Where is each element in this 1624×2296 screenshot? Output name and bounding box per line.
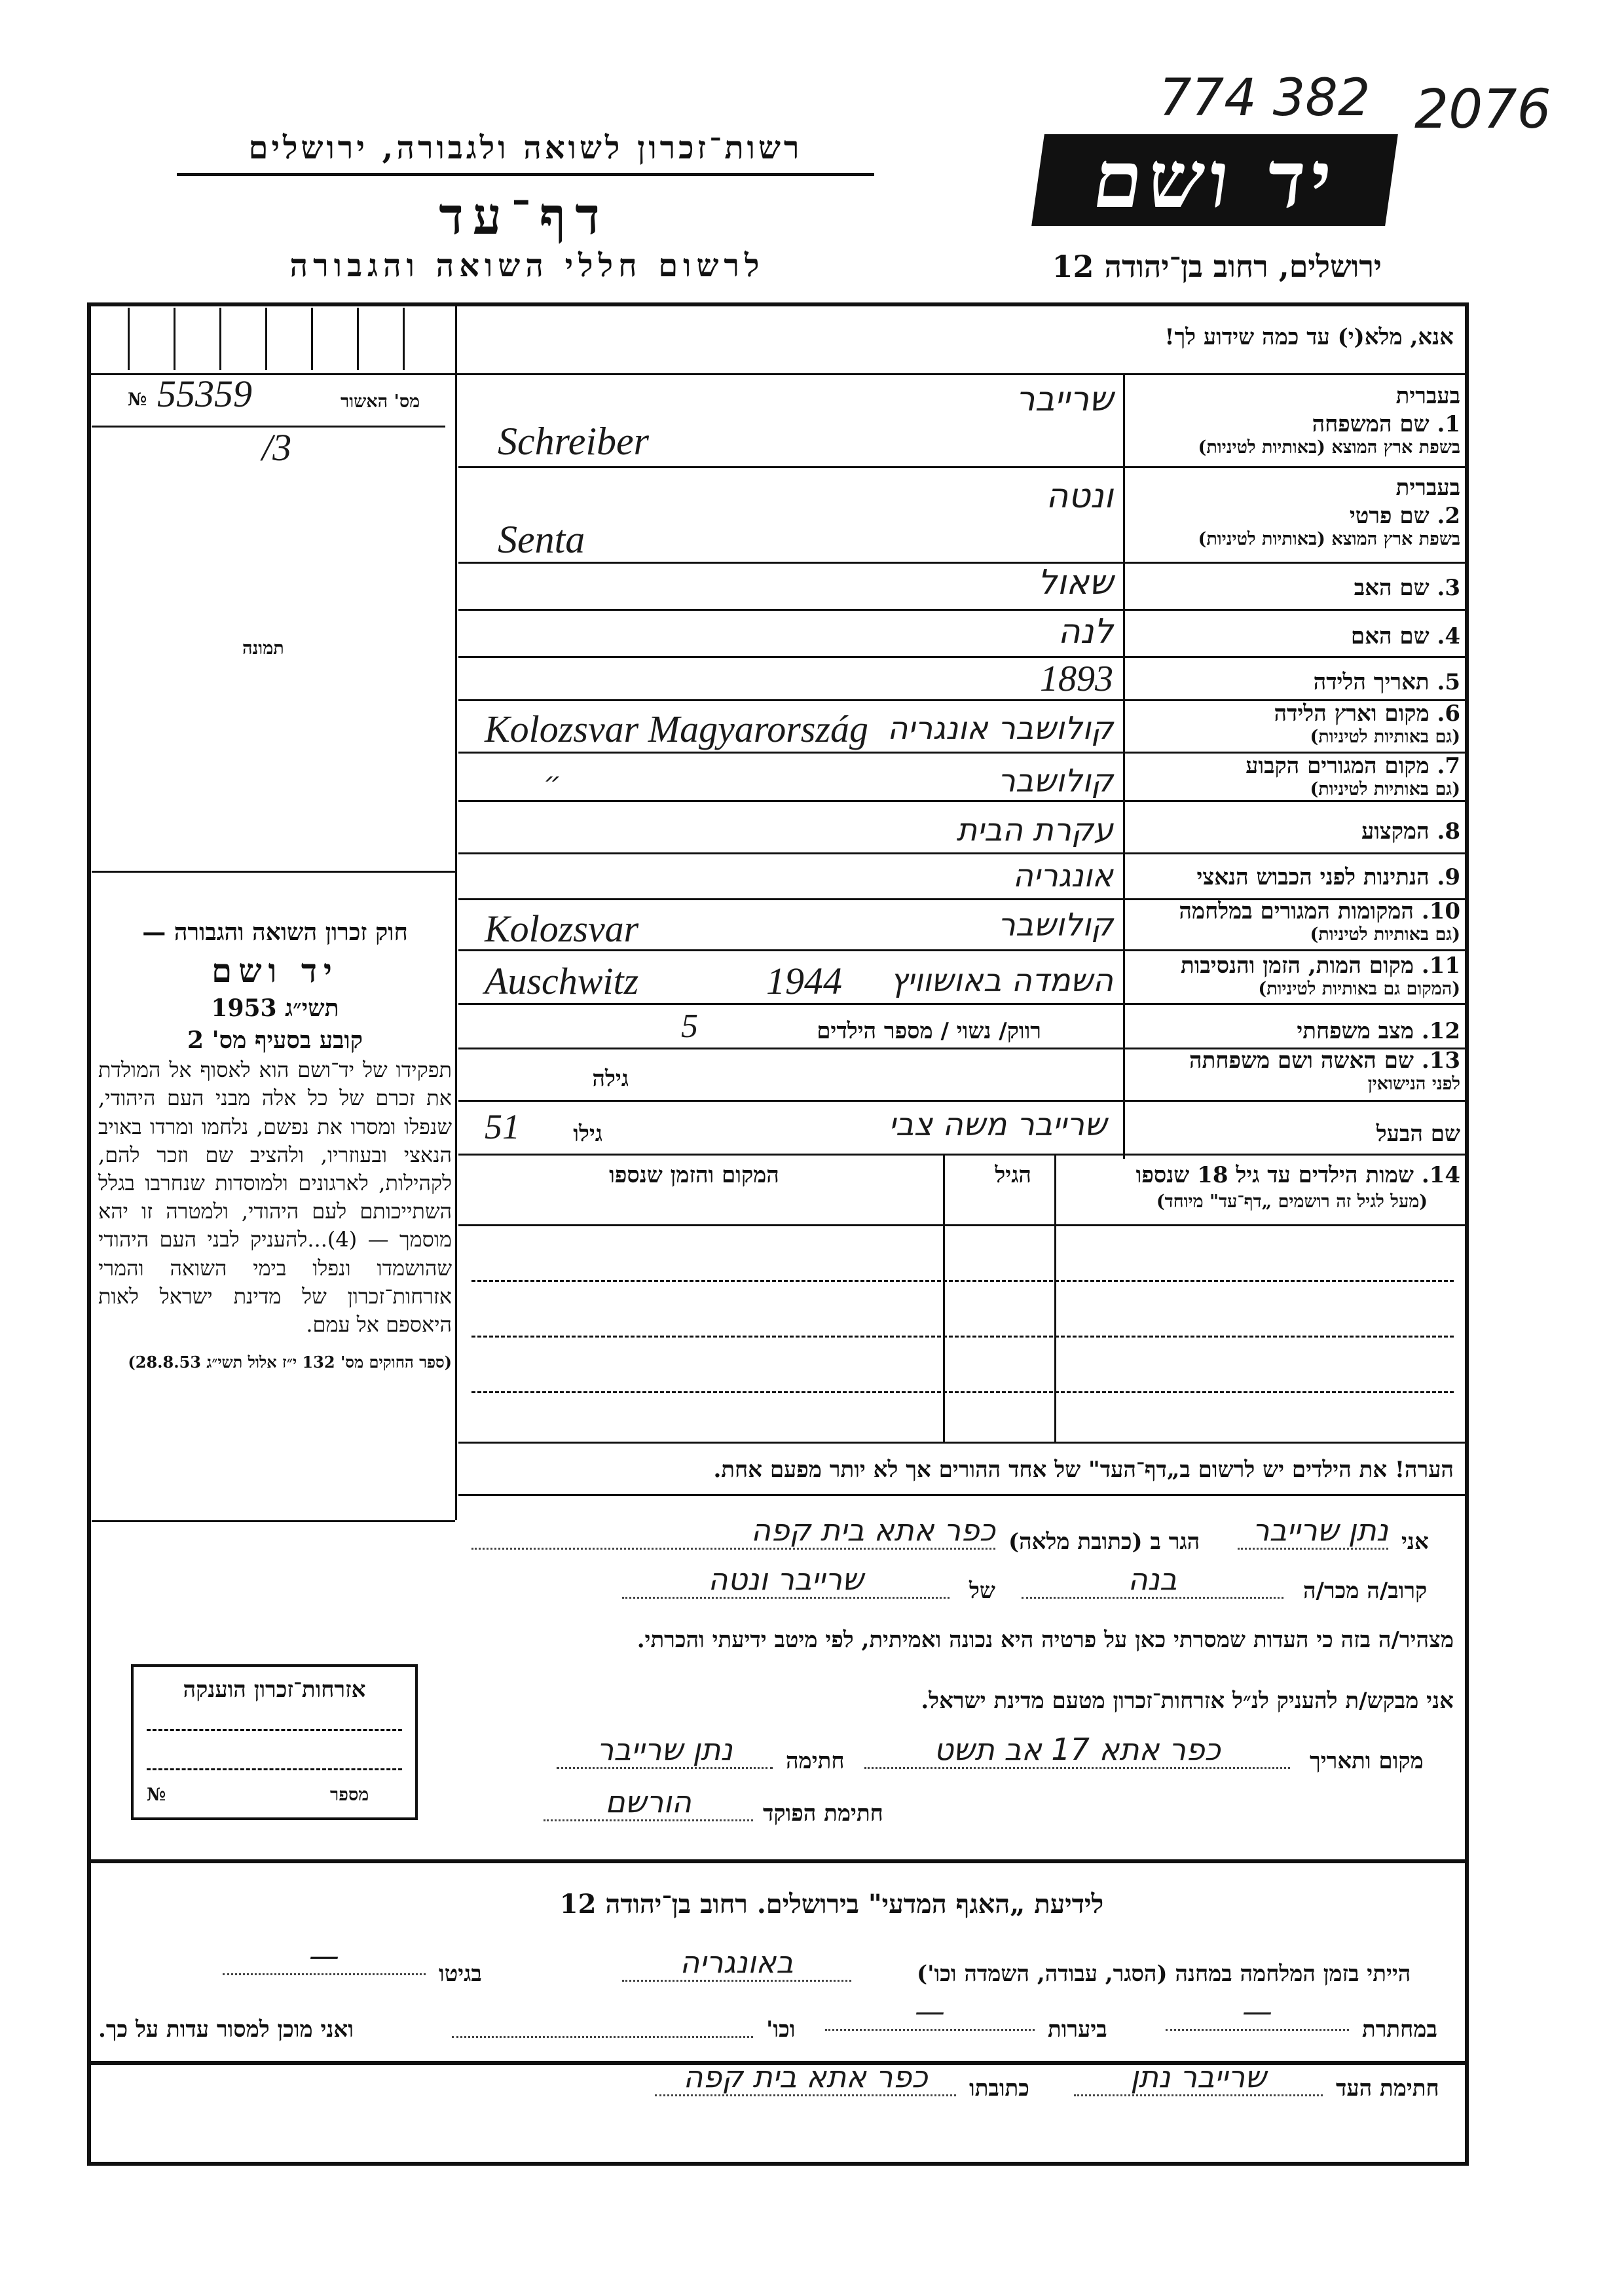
f14-note: (מעל לגיל זה רושמים „דף־עד" מיוחד) bbox=[1156, 1192, 1428, 1212]
f2-label: 2. שם פרטי bbox=[1349, 503, 1460, 529]
rule-line bbox=[92, 1520, 455, 1522]
f10-hebrew-value: קולושבר bbox=[997, 907, 1113, 943]
intro-instruction: אנא, מלא(י) עד כמה שידוע לך! bbox=[1164, 324, 1454, 350]
f7-note: (גם באותיות לטיניות) bbox=[1310, 779, 1460, 799]
info-line1-value: באונגריה bbox=[622, 1944, 851, 1982]
info-ghetto-label: בגיטו bbox=[439, 1961, 482, 1987]
f10-latin-value: Kolozsvar bbox=[485, 907, 639, 950]
officer-label: חתימת הפוקד bbox=[763, 1800, 883, 1827]
law-text: תפקידו של יד־ושם הוא לאסוף אל המולדת את זכרם של כל אלה מבני העם היהודי, שנפלו ומסרו את נפשם, נלחמו ומרדו באויב הנאצי ובעוזריו, ולהציב שם וזכר להם, לקהילות, לארגונים ולמוסדות שנחרבו בגלל השתייכותם לעם היהודי, ולמטרה זו יהא מוסמך — (4)...להעניק לבני העם היהודי שהושמדו ונפלו בימי השואה והמרי אזרחות־זכרון של מדינת ישראל לאות היאספם אל עמם. bbox=[98, 1057, 452, 1337]
info-underground-label: במחתרת bbox=[1362, 2016, 1437, 2043]
table-divider bbox=[943, 1154, 945, 1442]
f4-value: לנה bbox=[1058, 612, 1113, 651]
f13b-age-value: 51 bbox=[485, 1107, 520, 1146]
f11-label: 11. מקום המות, הזמן והנסיבות bbox=[1180, 953, 1460, 979]
declaration-statement: מצהיר/ה בזה כי העדות שמסרתי כאן על פרטיה היא נכונה ואמיתית, לפי מיטב ידיעתי והכרתי. bbox=[637, 1627, 1454, 1653]
f12-children-value: 5 bbox=[681, 1008, 698, 1045]
f1-latin-note: בשפת ארץ המוצא (באותיות לטיניות) bbox=[1198, 437, 1460, 458]
approval-no-sign: № bbox=[128, 390, 147, 410]
header-address: ירושלים, רחוב בן־יהודה 12 bbox=[1052, 249, 1382, 284]
authority-name: רשות־זכרון לשואה ולגבורה, ירושלים bbox=[177, 130, 874, 176]
of-value: שרייבר ונטה bbox=[622, 1561, 950, 1599]
declarant-name: נתן שרייבר bbox=[1238, 1512, 1388, 1550]
f5-label: 5. תאריך הלידה bbox=[1313, 669, 1460, 695]
law-name: יד ושם bbox=[212, 951, 339, 990]
relation-label: קרוב/ה מכר/ה bbox=[1303, 1578, 1428, 1604]
relation-value: בנה bbox=[1022, 1561, 1283, 1599]
f2-hebrew-value: ונטה bbox=[1046, 477, 1113, 516]
certificate-no-sign: № bbox=[147, 1785, 166, 1805]
f10-label: 10. המקומות המגורים במלחמה bbox=[1179, 898, 1460, 924]
f6-hebrew-value: קולושבר אונגריה bbox=[887, 710, 1113, 747]
place-date-value: כפר אתא 17 אב תשט bbox=[864, 1732, 1290, 1769]
table-divider bbox=[1054, 1154, 1056, 1442]
f8-value: עקרת הבית bbox=[956, 812, 1113, 848]
info-heading: לידיעת „האגף המדעי" בירושלים. רחוב בן־יהודה 12 bbox=[559, 1889, 1104, 1920]
f11-hebrew-value: השמדה באושוויץ bbox=[890, 962, 1113, 999]
f1-latin-value: Schreiber bbox=[498, 420, 650, 463]
of-label: של bbox=[969, 1578, 995, 1604]
rule-line bbox=[458, 1003, 1469, 1005]
place-date-label: מקום ותאריך bbox=[1310, 1748, 1424, 1774]
rule-line bbox=[458, 852, 1469, 854]
f11-year-value: 1944 bbox=[766, 960, 842, 1002]
f7-label: 7. מקום המגורים הקבוע bbox=[1246, 753, 1460, 779]
law-title: חוק זכרון השואה והגבורה — bbox=[142, 919, 408, 946]
f12-label: 12. מצב משפחתי bbox=[1297, 1018, 1460, 1044]
photo-label: תמונה bbox=[242, 638, 284, 659]
left-column-divider bbox=[455, 302, 457, 1520]
f13-label: 13. שם האשה ושם משפחתה bbox=[1189, 1048, 1460, 1074]
f1-hebrew-tag: בעברית bbox=[1395, 383, 1460, 409]
rule-line bbox=[458, 466, 1469, 468]
f5-value: 1893 bbox=[1040, 659, 1113, 699]
f11-note: (המקום גם באותיות לטיניות) bbox=[1258, 979, 1460, 999]
f14-label: 14. שמות הילדים עד גיל 18 שנספו bbox=[1135, 1162, 1460, 1188]
f6-note: (גם באותיות לטיניות) bbox=[1310, 727, 1460, 747]
rule-line bbox=[458, 949, 1469, 951]
rule-line bbox=[458, 609, 1469, 611]
tick-mark bbox=[174, 308, 175, 370]
page-number: 2076 bbox=[1414, 79, 1551, 141]
certificate-box bbox=[131, 1664, 418, 1820]
tick-mark bbox=[265, 308, 267, 370]
info-forests-value: — bbox=[825, 1994, 1035, 2031]
info-frame bbox=[87, 1858, 1469, 2166]
rule-line bbox=[87, 373, 1469, 375]
rule-line bbox=[458, 1100, 1469, 1102]
signature-value: נתן שרייבר bbox=[557, 1732, 773, 1769]
f10-note: (גם באותיות לטיניות) bbox=[1310, 924, 1460, 945]
certificate-title: אזרחות־זכרון הוענקה bbox=[183, 1677, 366, 1703]
rule-line bbox=[147, 1768, 402, 1770]
tick-mark bbox=[311, 308, 313, 370]
f9-label: 9. הנתינות לפני הכבוש הנאצי bbox=[1196, 864, 1460, 890]
yad-vashem-logo: יד ושם bbox=[1031, 134, 1398, 226]
f2-latin-note: בשפת ארץ המוצא (באותיות לטיניות) bbox=[1198, 529, 1460, 549]
note-text: הערה! את הילדים יש לרשום ב„דף־העד" של אחד ההורים אך לא יותר מפעם אחת. bbox=[713, 1457, 1454, 1483]
info-ghetto-value: — bbox=[223, 1938, 426, 1975]
f8-label: 8. המקצוע bbox=[1361, 818, 1460, 845]
tick-mark bbox=[403, 308, 405, 370]
resides-value: כפר אתא בית קפה bbox=[471, 1512, 995, 1550]
rule-line bbox=[147, 1729, 402, 1731]
label-column-divider bbox=[1123, 373, 1125, 1159]
info-forests-label: ביערות bbox=[1048, 2016, 1107, 2043]
table-row bbox=[458, 1224, 1469, 1226]
signature-label: חתימה bbox=[786, 1748, 845, 1774]
info-line2-end: ואני מוכן למסור עדות על כך. bbox=[98, 2016, 354, 2043]
f2-latin-value: Senta bbox=[498, 518, 585, 561]
witness-address-value: כפר אתא בית קפה bbox=[655, 2059, 956, 2096]
rule-line bbox=[458, 1154, 1469, 1156]
f13b-age-label: גילו bbox=[573, 1121, 602, 1147]
f1-label: 1. שם המשפחה bbox=[1312, 411, 1460, 437]
certificate-number-label: מספר bbox=[330, 1785, 369, 1805]
page-title: דף־עד bbox=[439, 187, 609, 246]
f7-hebrew-value: קולושבר bbox=[997, 763, 1113, 799]
law-source: (ספר החוקים מס' 132 י״ז אלול תשי״ג 28.8.53) bbox=[128, 1353, 452, 1372]
law-excerpt bbox=[98, 917, 452, 1374]
approval-number: 55359 bbox=[157, 373, 252, 415]
f13b-value: שרייבר משה צבי bbox=[889, 1106, 1107, 1143]
declaration-request: אני מבקש/ת להעניק לנ״ל אזרחות־זכרון מטעם מדינת ישראל. bbox=[921, 1688, 1454, 1714]
witness-signature-value: שרייבר נתן bbox=[1074, 2059, 1323, 2096]
tick-mark bbox=[128, 308, 130, 370]
rule-line bbox=[92, 871, 455, 873]
f13-age-label: גילה bbox=[592, 1066, 629, 1092]
tick-mark bbox=[219, 308, 221, 370]
witness-address-label: כתובתו bbox=[969, 2075, 1029, 2102]
f13b-label: שם הבעל bbox=[1376, 1121, 1460, 1147]
f6-label: 6. מקום וארץ הלידה bbox=[1274, 701, 1460, 727]
f11-latin-value: Auschwitz bbox=[485, 960, 639, 1002]
f4-label: 4. שם האם bbox=[1350, 623, 1460, 649]
f14-col-place: המקום והזמן שנספו bbox=[609, 1162, 779, 1188]
resides-label: הגר ב (כתובת מלאה) bbox=[1008, 1529, 1200, 1555]
table-row bbox=[471, 1336, 1454, 1338]
rule-line bbox=[458, 800, 1469, 802]
f14-col-age: הגיל bbox=[995, 1162, 1031, 1188]
tick-mark bbox=[357, 308, 359, 370]
approval-label: מס' האשור bbox=[341, 392, 420, 412]
reference-number: 774 382 bbox=[1159, 69, 1371, 128]
f2-hebrew-tag: בעברית bbox=[1395, 475, 1460, 501]
f9-value: אונגריה bbox=[1012, 858, 1113, 894]
f13-note: לפני הנישואין bbox=[1367, 1074, 1460, 1094]
table-row bbox=[471, 1391, 1454, 1393]
info-etc-label: וכו' bbox=[766, 2016, 796, 2043]
f1-hebrew-value: שרייבר bbox=[1016, 380, 1113, 419]
f6-latin-value: Kolozsvar Magyarország bbox=[485, 708, 868, 750]
f7-ditto: ״ bbox=[544, 766, 562, 798]
law-clause: קובע בסעיף מס' 2 bbox=[187, 1026, 363, 1054]
rule-line bbox=[458, 1442, 1469, 1444]
rule-line bbox=[458, 1494, 1469, 1496]
f3-label: 3. שם האב bbox=[1354, 575, 1460, 601]
f3-value: שאול bbox=[1037, 563, 1113, 602]
declaration-ani: אני bbox=[1401, 1529, 1429, 1555]
f12-options: רווק/ נשוי / מספר הילדים bbox=[817, 1018, 1041, 1044]
table-row bbox=[471, 1280, 1454, 1282]
law-year: תשי״ג 1953 bbox=[211, 994, 339, 1023]
witness-signature-label: חתימת העד bbox=[1336, 2075, 1439, 2102]
info-underground-value: — bbox=[1166, 1994, 1349, 2031]
approval-suffix: /3 bbox=[262, 426, 292, 469]
page-subtitle: לרשום חללי השואה והגבורה bbox=[289, 247, 765, 284]
info-line1-label: הייתי בזמן המלחמה במחנה (הסגר, עבודה, השמדה וכו') bbox=[917, 1961, 1411, 1987]
officer-value: הורשם bbox=[544, 1784, 753, 1821]
